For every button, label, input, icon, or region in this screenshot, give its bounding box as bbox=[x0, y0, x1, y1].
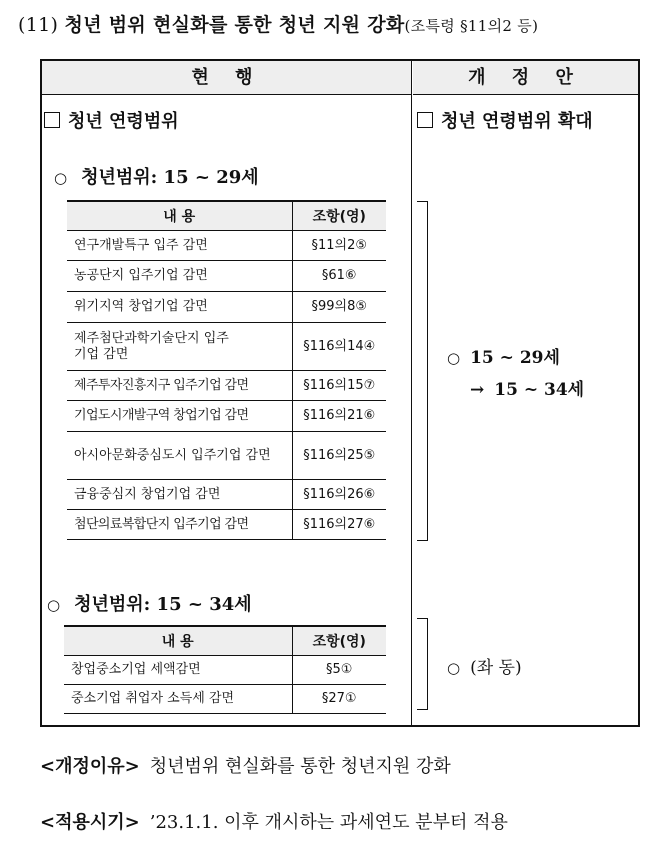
group2-table bbox=[64, 625, 386, 714]
arrow-right-icon: → bbox=[470, 380, 485, 400]
circle-bullet-icon: ○ bbox=[447, 349, 461, 367]
table-row: 금융중심지 창업기업 감면 §116의26⑥ bbox=[67, 480, 386, 510]
circle-bullet-icon: ○ bbox=[54, 169, 68, 187]
revision-reason bbox=[40, 752, 451, 778]
table-row: 농공단지 입주기업 감면 §61⑥ bbox=[67, 261, 386, 292]
circle-bullet-icon: ○ bbox=[447, 659, 461, 677]
header-current-label: 현 행 bbox=[191, 67, 263, 88]
title-reference: (조특령 §11의2 등) bbox=[404, 17, 539, 35]
group2-label: ○ 청년범위: 15 ~ 34세 bbox=[47, 594, 252, 615]
current-section-title: 청년 연령범위 bbox=[44, 107, 179, 133]
document-title bbox=[18, 10, 538, 37]
col-article-header: 조항(영) bbox=[292, 626, 386, 656]
reason-label: <개정이유> bbox=[40, 756, 140, 777]
table-row: 첨단의료복합단지 입주기업 감면 §116의27⑥ bbox=[67, 510, 386, 540]
title-main: 청년 범위 현실화를 통한 청년 지원 강화 bbox=[64, 14, 405, 36]
group1-table bbox=[67, 200, 386, 540]
col-content-header: 내 용 bbox=[64, 626, 292, 656]
title-number: (11) bbox=[18, 14, 59, 36]
circle-bullet-icon: ○ bbox=[47, 596, 61, 614]
table-header-row bbox=[64, 626, 386, 656]
revised-change-from: ○ 15 ~ 29세 bbox=[447, 348, 560, 368]
revised-section-title: 청년 연령범위 확대 bbox=[417, 107, 593, 133]
header-revised-label: 개 정 안 bbox=[468, 67, 583, 88]
table-row: 제주투자진흥지구 입주기업 감면 §116의15⑦ bbox=[67, 371, 386, 401]
col-article-header: 조항(영) bbox=[292, 201, 386, 231]
table-row: 위기지역 창업기업 감면 §99의8⑤ bbox=[67, 292, 386, 323]
table-row: 연구개발특구 입주 감면 §11의2⑤ bbox=[67, 231, 386, 261]
table-row: 창업중소기업 세액감면 §5① bbox=[64, 656, 386, 685]
table-row: 기업도시개발구역 창업기업 감면 §116의21⑥ bbox=[67, 401, 386, 432]
apply-text: ’23.1.1. 이후 개시하는 과세연도 분부터 적용 bbox=[149, 812, 508, 833]
bracket-group1 bbox=[417, 201, 428, 541]
reason-text: 청년범위 현실화를 통한 청년지원 강화 bbox=[149, 756, 451, 777]
table-row: 제주첨단과학기술단지 입주기업 감면 §116의14④ bbox=[67, 323, 386, 371]
revised-change-to: → 15 ~ 34세 bbox=[470, 380, 585, 400]
column-divider bbox=[411, 61, 412, 725]
col-content-header: 내 용 bbox=[67, 201, 292, 231]
apply-label: <적용시기> bbox=[40, 812, 140, 833]
checkbox-square-icon bbox=[44, 112, 60, 128]
bracket-group2 bbox=[417, 618, 428, 710]
checkbox-square-icon bbox=[417, 112, 433, 128]
revised-same: ○ (좌 동) bbox=[447, 658, 522, 678]
group1-label: ○ 청년범위: 15 ~ 29세 bbox=[54, 167, 259, 188]
header-revised bbox=[413, 61, 638, 95]
header-current bbox=[42, 61, 412, 95]
table-row: 중소기업 취업자 소득세 감면 §27① bbox=[64, 685, 386, 714]
table-row: 아시아문화중심도시 입주기업 감면 §116의25⑤ bbox=[67, 432, 386, 480]
table-header-row bbox=[67, 201, 386, 231]
application-period bbox=[40, 808, 508, 834]
